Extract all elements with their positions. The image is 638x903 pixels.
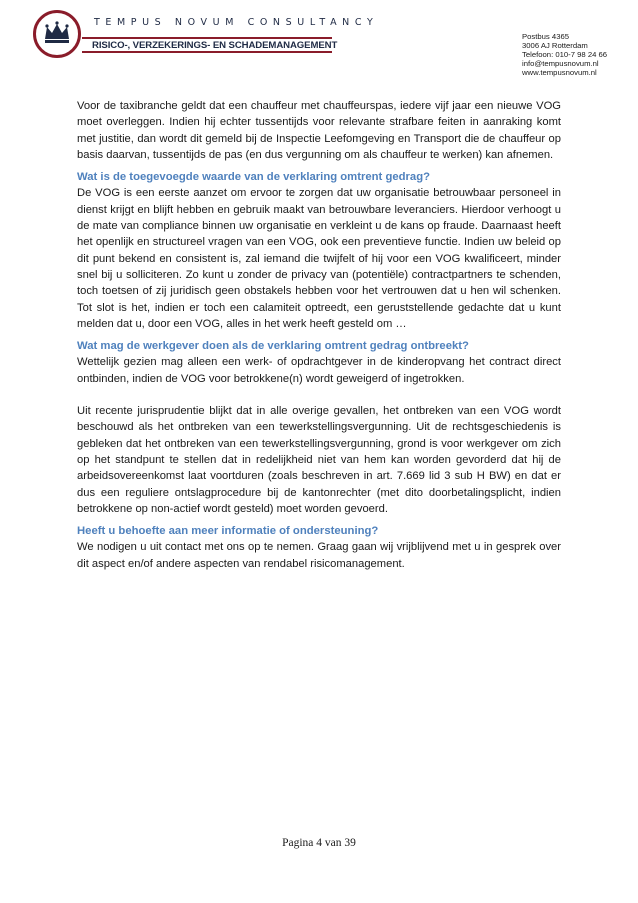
section2-paragraph-1: Wettelijk gezien mag alleen een werk- of opdrachtgever in de kinderopvang het contract direct ontbinden, indien de VOG voor betrokkene(n) wordt geweigerd of ingetrokken. [77, 356, 561, 385]
paragraph-gap [77, 387, 561, 403]
section2-heading: Wat mag de werkgever doen als de verklaring omtrent gedrag ontbreekt? [77, 340, 469, 353]
contact-email[interactable]: info@tempusnovum.nl [522, 59, 599, 68]
brand-name: TEMPUS NOVUM CONSULTANCY [94, 17, 379, 28]
contact-address: 3006 AJ Rotterdam [522, 41, 588, 50]
crown-icon [43, 21, 71, 45]
contact-website[interactable]: www.tempusnovum.nl [522, 68, 597, 77]
crown-logo-icon [33, 10, 81, 58]
section1-paragraph: De VOG is een eerste aanzet om ervoor te zorgen dat uw organisatie betrouwbaar personeel in dienst krijgt en blijft hebben en gebruik maakt van betrouwbare leveranciers. Hierdoor verhoogt u de mate van compliance binnen uw organisatie en verkleint u de kans op fraude. Daarnaast heeft het openlijk en structureel vragen van een VOG, ook een preventieve functie. Indien uw beleid op dit punt bekend en consistent is, zal iemand die twijfelt of hij voor een VOG kwalificeert, minder snel bij u solliciteren. Zo kunt u zonder de privacy van (potentiële) contractpartners te schenden, toch toetsen of zij juridisch geen obstakels hebben voor het vertrouwen dat u hen wil schenken. Tot slot is het, indien er toch een calamiteit optreedt, een geruststellende gedachte dat u kunt melden dat u, door een VOG, alles in het werk heeft gesteld om … [77, 187, 561, 330]
page-number: Pagina 4 van 39 [282, 837, 356, 849]
section3-heading: Heeft u behoefte aan meer informatie of ondersteuning? [77, 525, 379, 538]
contact-postbus: Postbus 4365 [522, 32, 570, 41]
section2-paragraph-2: Uit recente jurisprudentie blijkt dat in alle overige gevallen, het ontbreken van een VOG wordt beschouwd als het ontbreken van een tewerkstellingsvergunning. Uit de rechtsgeschiedenis is gebleken dat het ontbreken van een tewerkstellingsvergunning, grond is voor werkgever om zich op het standpunt te stellen dat in redelijkheid niet van hem kan worden gevorderd dat hij de arbeidsovereenkomst laat voortduren (zoals beschreven in art. 7.669 lid 3 sub H BW) en dat er dus een reguliere ontslagprocedure bij de kantonrechter (met dito doorbetalingsplicht, indien betrokkene op non-actief wordt gesteld) moet worden gevoerd. [77, 405, 561, 515]
document-body [77, 98, 561, 572]
section1-heading: Wat is de toegevoegde waarde van de verklaring omtrent gedrag? [77, 171, 431, 184]
contact-phone: Telefoon: 010-7 98 24 66 [522, 50, 608, 59]
tagline: RISICO-, VERZEKERINGS- EN SCHADEMANAGEMENT [92, 40, 338, 51]
contact-block [522, 32, 634, 77]
intro-paragraph: Voor de taxibranche geldt dat een chauffeur met chauffeurspas, iedere vijf jaar een nieuwe VOG moet overleggen. Indien hij echter tussentijds voor relevante strafbare feiten in aanraking komt met justitie, dan wordt dit gemeld bij de Inspectie Leefomgeving en Transport die de chauffeur op basis daarvan, tussentijds de pas (en dus vergunning om als chauffeur te werken) kan afnemen. [77, 100, 561, 161]
section3-paragraph: We nodigen u uit contact met ons op te nemen. Graag gaan wij vrijblijvend met u in gesprek over dit aspect en/of andere aspecten van rendabel risicomanagement. [77, 541, 561, 570]
page-header [0, 0, 638, 80]
